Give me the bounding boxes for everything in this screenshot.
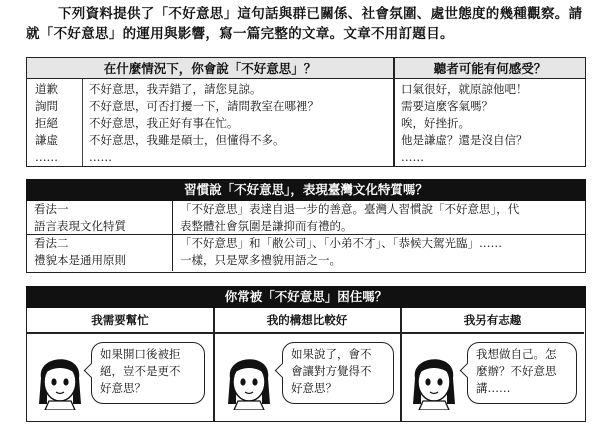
viewpoint-line: 「不好意思」表達自退一步的善意。臺灣人習慣說「不好意思」，代	[180, 202, 520, 216]
situation-types	[35, 81, 85, 166]
speech-bubble	[282, 342, 394, 404]
viewpoint-text	[180, 201, 580, 235]
situation-type: ……	[35, 150, 58, 164]
viewpoint-summary: 語言表現文化特質	[34, 219, 126, 233]
header-situations: 在什麼情況下，你會說「不好意思」？	[103, 61, 317, 76]
trapped-section-title: 你常被「不好意思」困住嗎？	[26, 286, 586, 308]
listener-feeling: 他是謙虛？還是沒自信？	[401, 133, 528, 147]
writing-prompt: 下列資料提供了「不好意思」這句話與群已關係、社會氛圍、處世態度的幾種觀察。請就「不好意思」的運用與影響，寫一篇完整的文章。文章不用訂題目。	[26, 6, 583, 42]
bubble-line: 講……	[476, 381, 511, 395]
listener-feelings	[401, 81, 528, 166]
bubble-line: 好意思？	[291, 381, 337, 395]
situation-type: 道歉	[35, 82, 58, 96]
viewpoints-table	[26, 201, 586, 273]
viewpoint-number: 看法二	[34, 236, 69, 250]
situations-table-header	[27, 58, 585, 79]
viewpoint-summary: 禮貌本是通用原則	[34, 253, 126, 267]
speech-bubble	[91, 342, 205, 404]
viewpoint-line: 「不好意思」和「敝公司」、「小弟不才」、「恭候大駕光臨」……	[180, 236, 502, 250]
bubble-line: 如果開口後被拒	[100, 347, 181, 361]
comic-panel	[401, 308, 584, 421]
viewpoint-label	[27, 235, 173, 271]
header-feelings: 聽者可能有何感受？	[433, 61, 547, 76]
example-sentence: 不好意思，可否打擾一下，請問教室在哪裡？	[89, 99, 319, 113]
cartoon-girl-face-icon	[35, 344, 85, 410]
listener-feeling: 唉，好挫折。	[401, 116, 470, 130]
viewpoint-line: 一樣，只是眾多禮貌用語之一。	[180, 253, 341, 267]
cartoon-girl-face-icon	[409, 344, 459, 410]
comic-panels	[26, 308, 586, 422]
bubble-line: 我想做自己。怎	[476, 347, 557, 361]
panel-title: 我需要幫忙	[91, 313, 149, 327]
culture-section-title: 習慣說「不好意思」，表現臺灣文化特質嗎？	[26, 179, 586, 201]
bubble-line: 麼辦？不好意思	[476, 364, 557, 378]
situation-type: 謙虛	[35, 133, 58, 147]
bubble-line: 絕，豈不是更不	[100, 364, 181, 378]
listener-feeling: 口氣很好，就原諒他吧！	[401, 82, 528, 96]
viewpoint-line: 表整體社會氛圍是謙抑而有禮的。	[180, 219, 353, 233]
viewpoint-label	[27, 201, 173, 234]
panel-title: 我的構想比較好	[266, 313, 348, 327]
comic-panel	[214, 308, 400, 421]
bubble-line: 會讓對方覺得不	[291, 364, 372, 378]
example-sentence: 不好意思，我正好有事在忙。	[89, 116, 239, 130]
viewpoint-number: 看法一	[34, 202, 69, 216]
listener-feeling: ……	[401, 150, 424, 164]
viewpoint-row	[27, 201, 585, 235]
listener-feeling: 需要這麼客氣嗎？	[401, 99, 493, 113]
situations-table	[26, 57, 586, 167]
bubble-line: 好意思？	[100, 381, 146, 395]
viewpoint-text	[180, 235, 580, 269]
example-sentences	[89, 81, 319, 166]
viewpoint-row	[27, 235, 585, 271]
speech-bubble	[467, 342, 577, 404]
situation-type: 拒絕	[35, 116, 58, 130]
example-sentence: 不好意思，我弄錯了，請您見諒。	[89, 82, 262, 96]
panel-title: 我另有志趣	[463, 313, 522, 327]
situation-type: 詢問	[35, 99, 58, 113]
cartoon-girl-face-icon	[224, 344, 274, 410]
comic-panel	[27, 308, 213, 421]
example-sentence: ……	[89, 150, 112, 164]
example-sentence: 不好意思，我雖是碩士，但懂得不多。	[89, 133, 285, 147]
bubble-line: 如果說了，會不	[291, 347, 372, 361]
